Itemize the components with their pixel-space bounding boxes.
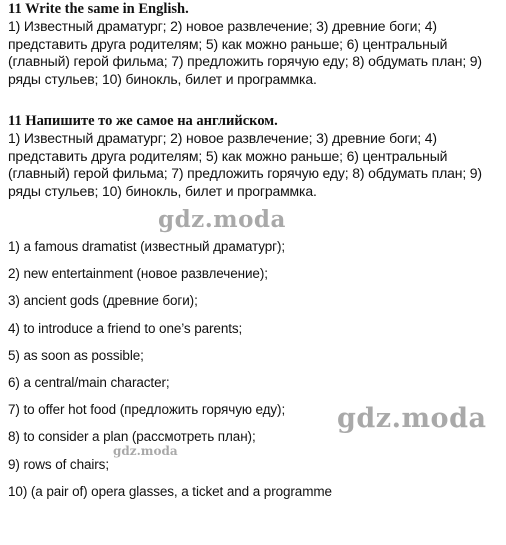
task-text-english: 1) Известный драматург; 2) новое развлечение; 3) древние боги; 4) представить друга родителям; 5) как можно раньше; 6) центральный (главный) герой фильма; 7) предложить горячую еду; 8) обдумать план; 9) ряды стульев; 10) бинокль, билет и программка. [8,18,482,87]
answer-item-1: 1) a famous dramatist (известный драматург); [8,239,286,254]
answer-item-4: 4) to introduce a friend to one’s parents; [8,320,243,336]
answer-item-9: 9) rows of chairs; [8,456,109,472]
answer-item-7: 7) to offer hot food (предложить горячую еду); [8,402,286,418]
task-russian-block [8,113,500,200]
task-english-block [8,1,500,88]
answer-list [8,238,498,510]
task-text-russian: 1) Известный драматург; 2) новое развлечение; 3) древние боги; 4) представить друга родителям; 5) как можно раньше; 6) центральный (главный) герой фильма; 7) предложить горячую еду; 8) обдумать план; 9) ряды стульев; 10) бинокль, билет и программка. [8,130,482,199]
answer-item-6: 6) a central/main character; [8,374,170,390]
watermark-logo: gdz.moda [337,403,487,434]
task-heading-english: 11 Write the same in English. [8,1,189,17]
answer-item-2: 2) new entertainment (новое развлечение); [8,266,268,282]
answer-item-8: 8) to consider a plan (рассмотреть план); [8,429,256,445]
answer-item-3: 3) ancient gods (древние боги); [8,293,198,309]
watermark-logo-small: gdz.moda [113,444,178,458]
task-heading-russian: 11 Напишите то же самое на английском. [8,113,278,129]
answer-item-5: 5) as soon as possible; [8,347,144,363]
answer-item-10: 10) (a pair of) opera glasses, a ticket and a programme [8,483,332,499]
watermark-logo: gdz.moda [158,206,286,233]
